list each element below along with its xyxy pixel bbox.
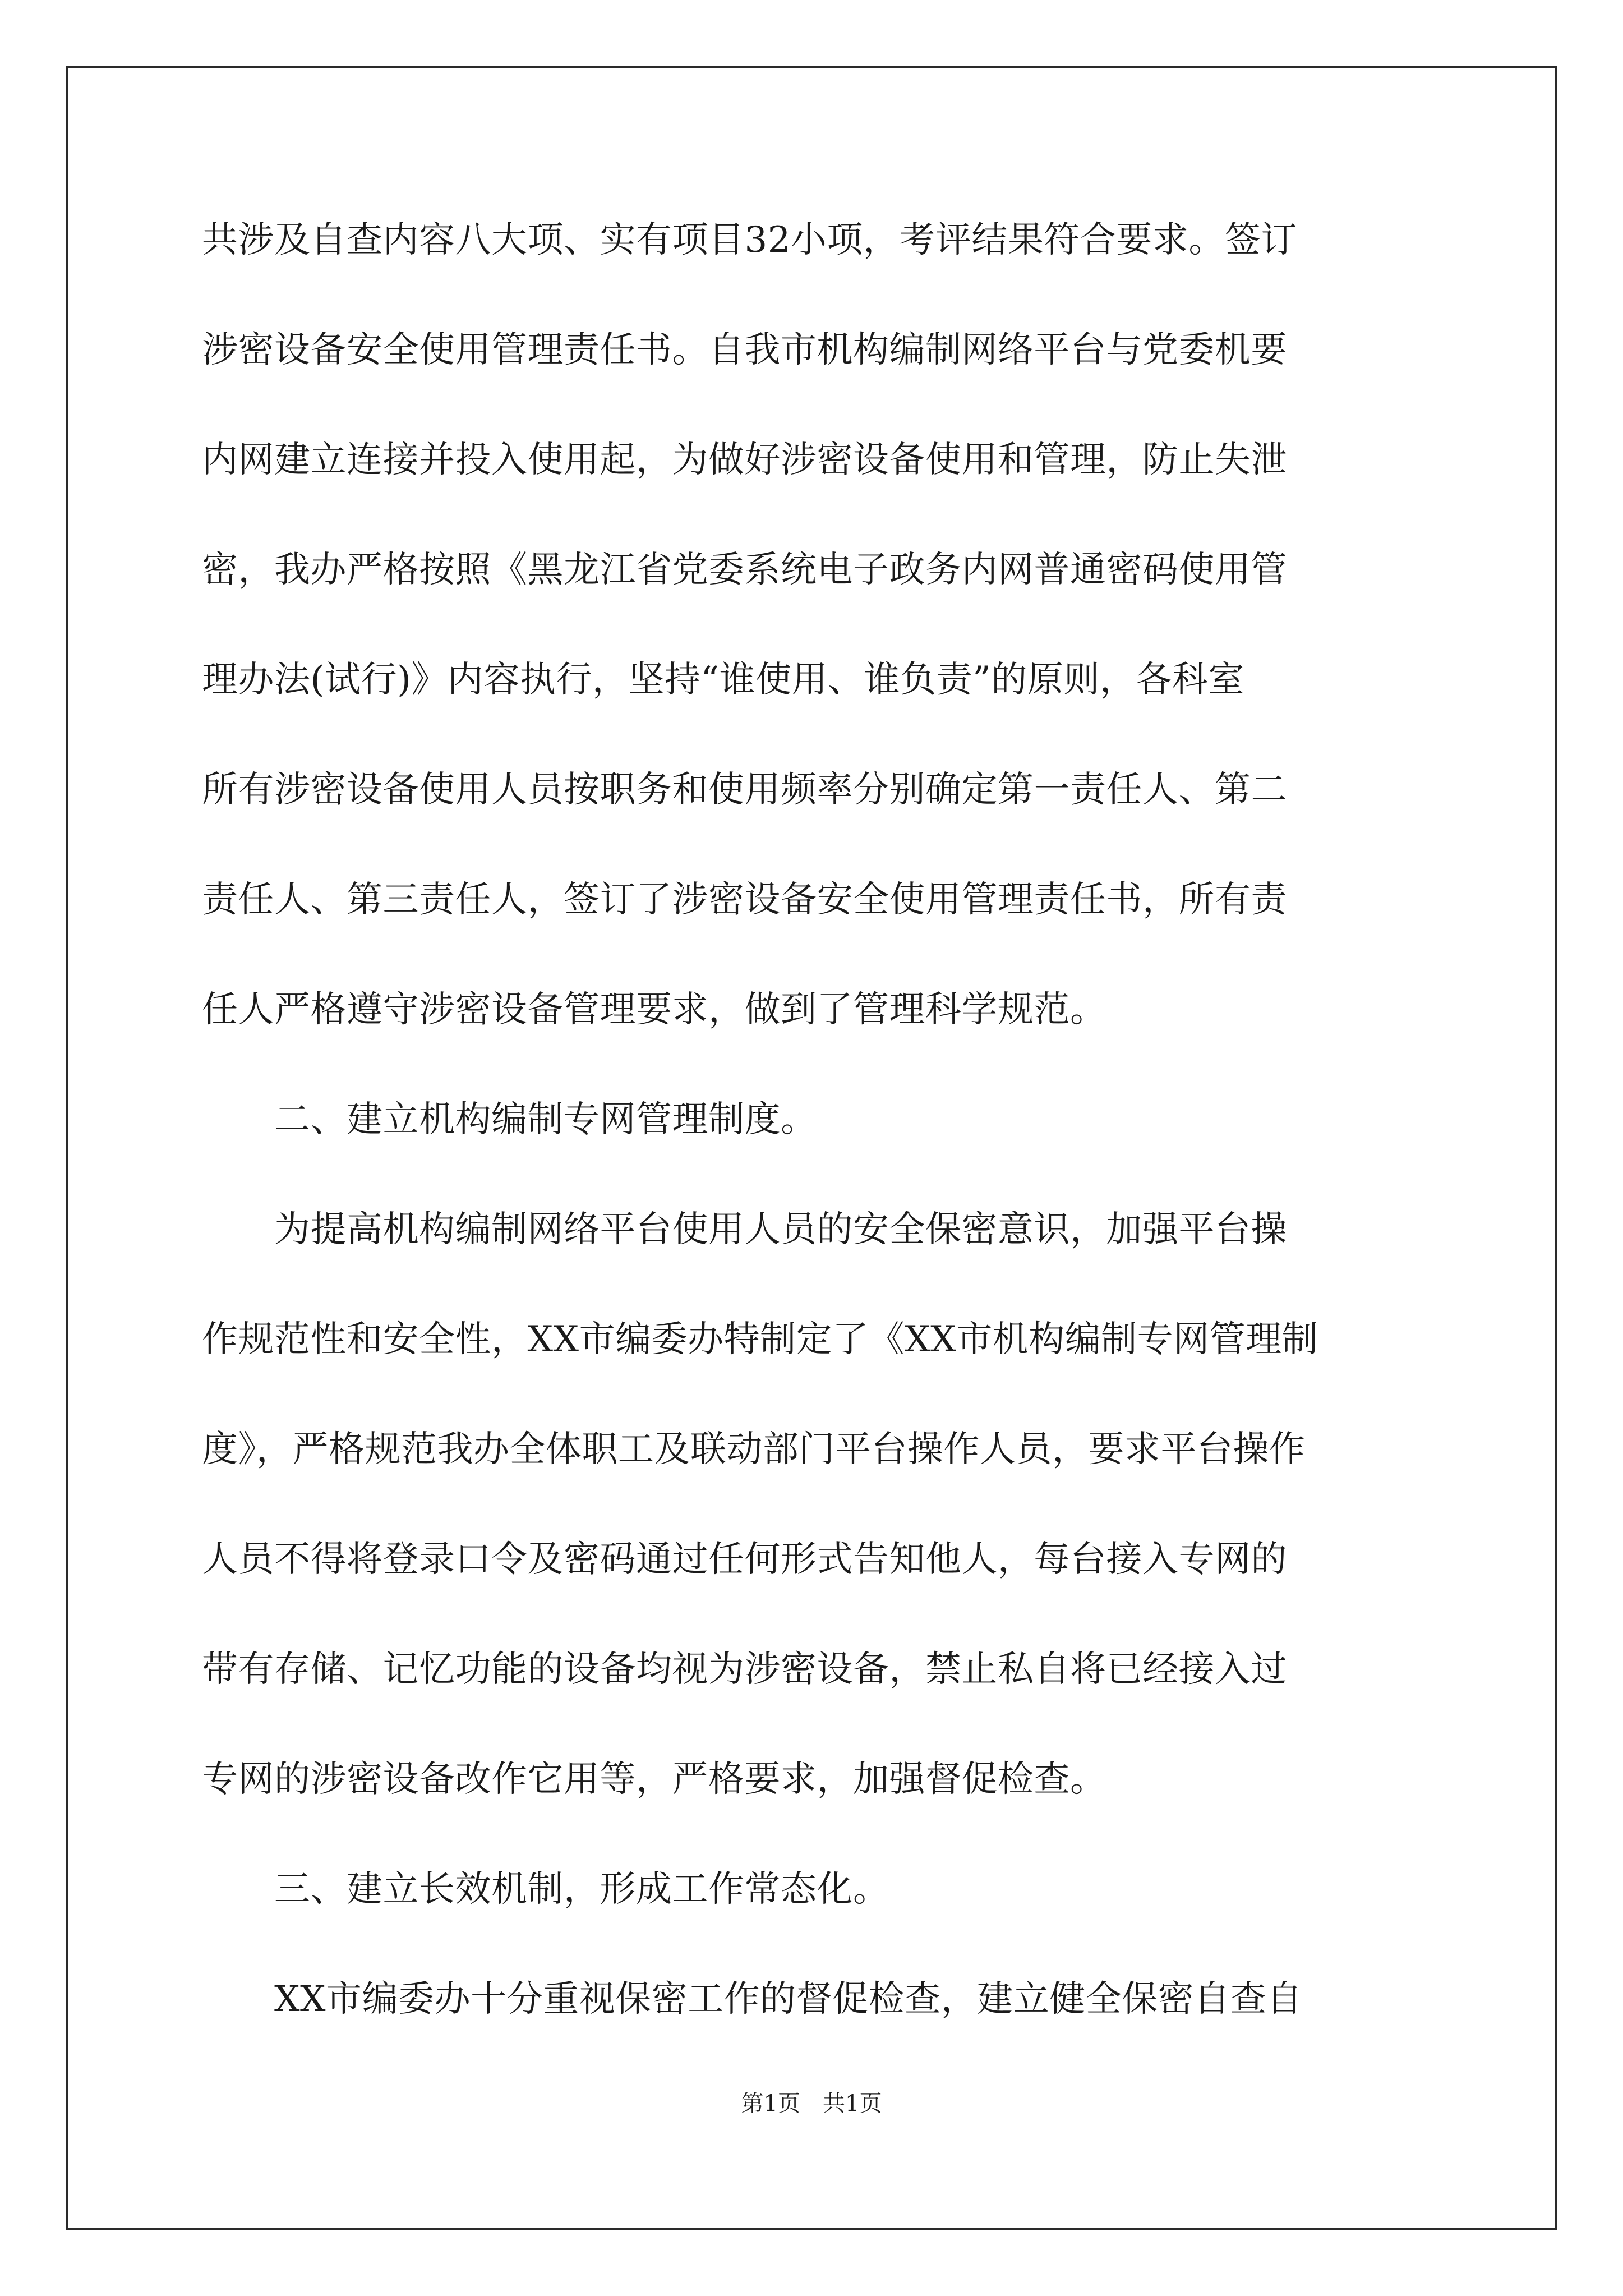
- text-line: 作规范性和安全性，XX市编委办特制定了《XX市机构编制专网管理制: [202, 1319, 1318, 1360]
- text-line: 人员不得将登录口令及密码通过任何形式告知他人，每台接入专网的: [202, 1539, 1287, 1580]
- section-heading: 二、建立机构编制专网管理制度。: [202, 1099, 817, 1140]
- text-line: 密，我办严格按照《黑龙江省党委系统电子政务内网普通密码使用管: [202, 549, 1287, 591]
- text-line: 为提高机构编制网络平台使用人员的安全保密意识，加强平台操: [202, 1209, 1287, 1250]
- text-line: 所有涉密设备使用人员按职务和使用频率分别确定第一责任人、第二: [202, 769, 1287, 811]
- section-heading: 三、建立长效机制，形成工作常态化。: [202, 1869, 889, 1910]
- text-line: 任人严格遵守涉密设备管理要求，做到了管理科学规范。: [202, 989, 1106, 1030]
- text-line: 度》，严格规范我办全体职工及联动部门平台操作人员，要求平台操作: [202, 1429, 1306, 1470]
- text-line: 涉密设备安全使用管理责任书。自我市机构编制网络平台与党委机要: [202, 329, 1287, 371]
- text-line: 理办法(试行)》内容执行，坚持“谁使用、谁负责”的原则，各科室: [202, 659, 1244, 701]
- text-line: 共涉及自查内容八大项、实有项目32小项，考评结果符合要求。签订: [202, 219, 1297, 261]
- text-line: 带有存储、记忆功能的设备均视为涉密设备，禁止私自将已经接入过: [202, 1649, 1287, 1690]
- text-line: 责任人、第三责任人，签订了涉密设备安全使用管理责任书，所有责: [202, 879, 1287, 921]
- document-body: [202, 213, 1430, 2082]
- page-footer: 第1页 共1页: [741, 2091, 882, 2116]
- text-line: XX市编委办十分重视保密工作的督促检查，建立健全保密自查自: [202, 1978, 1303, 2020]
- text-line: 内网建立连接并投入使用起，为做好涉密设备使用和管理，防止失泄: [202, 439, 1287, 481]
- text-line: 专网的涉密设备改作它用等，严格要求，加强督促检查。: [202, 1759, 1106, 1800]
